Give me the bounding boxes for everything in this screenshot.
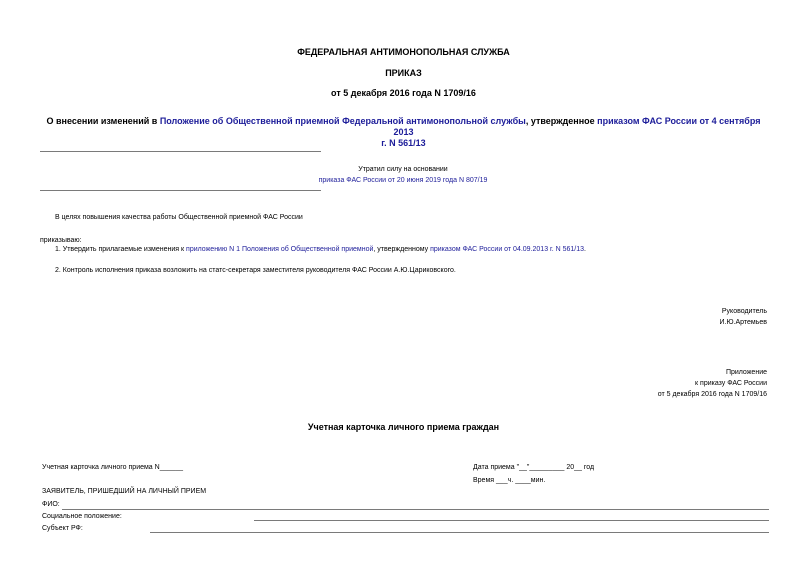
- order-item-2: 2. Контроль исполнения приказа возложить на статс-секретаря заместителя руководителя ФАС России А.Ю.Цариковского.: [55, 267, 456, 274]
- social-status-label: Социальное положение:: [42, 513, 122, 520]
- status-divider-top: [40, 151, 321, 152]
- appendix-line-2: к приказу ФАС России: [695, 380, 767, 387]
- title-prefix: О внесении изменений в: [46, 116, 160, 126]
- preamble-text: В целях повышения качества работы Общественной приемной ФАС России: [55, 214, 303, 221]
- card-title: Учетная карточка личного приема граждан: [307, 422, 500, 432]
- order-item-1: [55, 245, 586, 254]
- item1-text-start: 1. Утвердить прилагаемые изменения к: [55, 246, 187, 253]
- title-link-order-line2[interactable]: г. N 561/13: [381, 138, 426, 148]
- card-time-field: Время ___ч. ____мин.: [473, 477, 546, 484]
- social-status-line: [254, 520, 769, 521]
- document-date-number: от 5 декабря 2016 года N 1709/16: [331, 88, 476, 98]
- subject-line: [150, 532, 769, 533]
- status-note-text: Утратил силу на основании: [358, 166, 448, 173]
- signature-role: Руководитель: [721, 308, 767, 315]
- signature-name: И.Ю.Артемьев: [719, 319, 767, 326]
- item1-text-end: .: [584, 246, 586, 253]
- fio-line: [62, 509, 769, 510]
- status-divider-bottom: [40, 190, 321, 191]
- appendix-line-3: от 5 декабря 2016 года N 1709/16: [657, 391, 767, 398]
- document-type: ПРИКАЗ: [385, 68, 422, 78]
- item1-text-mid: , утвержденному: [373, 246, 431, 253]
- status-note-link[interactable]: приказа ФАС России от 20 июня 2019 года N 807/19: [318, 177, 488, 184]
- title-link-regulation[interactable]: Положение об Общественной приемной Федеральной антимонопольной службы: [159, 116, 526, 126]
- card-number-field: Учетная карточка личного приема N______: [42, 464, 184, 471]
- applicant-heading: ЗАЯВИТЕЛЬ, ПРИШЕДШИЙ НА ЛИЧНЫЙ ПРИЕМ: [42, 488, 207, 495]
- order-word: приказываю:: [40, 237, 82, 244]
- appendix-line-1: Приложение: [725, 369, 767, 376]
- item1-link-order[interactable]: приказом ФАС России от 04.09.2013 г. N 561/13: [430, 246, 585, 253]
- title-middle: , утвержденное: [525, 116, 598, 126]
- agency-name: ФЕДЕРАЛЬНАЯ АНТИМОНОПОЛЬНАЯ СЛУЖБА: [297, 47, 510, 57]
- subject-label: Субъект РФ:: [42, 525, 83, 532]
- document-title: [36, 116, 771, 149]
- fio-label: ФИО:: [42, 501, 60, 508]
- title-link-order-line1[interactable]: приказом ФАС России от 4 сентября 2013: [393, 116, 761, 137]
- card-date-field: Дата приема "__"_________ 20__ год: [473, 464, 595, 471]
- item1-link-appendix[interactable]: приложению N 1 Положения об Общественной приемной: [186, 246, 374, 253]
